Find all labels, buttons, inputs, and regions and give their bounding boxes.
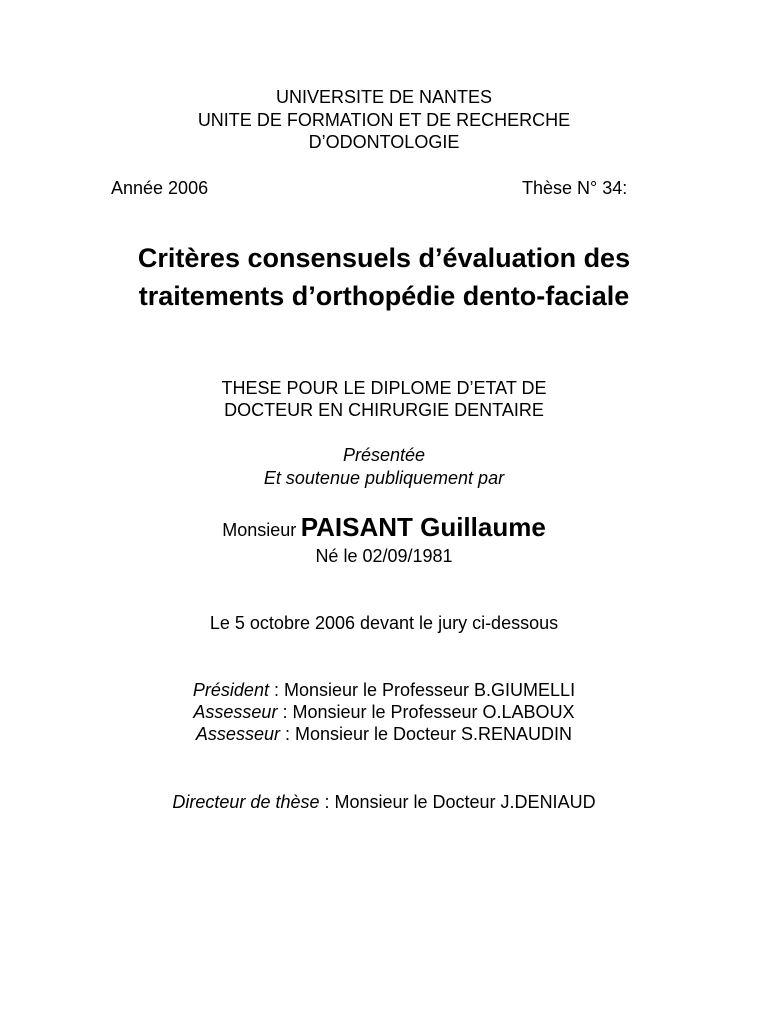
unit-name: UNITE DE FORMATION ET DE RECHERCHE (197, 110, 571, 130)
defense-date: Le 5 octobre 2006 devant le jury ci-dessous (209, 613, 559, 633)
jury-member: : Monsieur le Professeur O.LABOUX (277, 702, 575, 722)
defended-label: Et soutenue publiquement par (263, 468, 505, 488)
jury-role: Président (192, 680, 269, 700)
jury-assessor-1 (0, 701, 768, 723)
author-line (0, 509, 768, 550)
department-name: D’ODONTOLOGIE (308, 132, 460, 152)
jury-president (0, 679, 768, 701)
author-prefix: Monsieur (222, 520, 297, 540)
director-member: : Monsieur le Docteur J.DENIAUD (319, 792, 596, 812)
degree-line-2: DOCTEUR EN CHIRURGIE DENTAIRE (224, 400, 544, 420)
degree-line-1: THESE POUR LE DIPLOME D’ETAT DE (221, 378, 547, 398)
thesis-number: Thèse N° 34: (522, 178, 628, 198)
jury-assessor-2 (0, 723, 768, 745)
director-role: Directeur de thèse (172, 792, 320, 812)
thesis-director (0, 791, 768, 813)
author-name: PAISANT Guillaume (300, 512, 546, 542)
university-name: UNIVERSITE DE NANTES (275, 87, 493, 107)
jury-member: : Monsieur le Docteur S.RENAUDIN (279, 724, 573, 744)
presented-label: Présentée (342, 445, 426, 465)
jury-role: Assesseur (195, 724, 280, 744)
jury-role: Assesseur (193, 702, 278, 722)
year-label: Année 2006 (111, 178, 209, 198)
thesis-title-line-1: Critères consensuels d’évaluation des (137, 243, 631, 273)
author-birth-date: Né le 02/09/1981 (315, 546, 453, 566)
jury-member: : Monsieur le Professeur B.GIUMELLI (268, 680, 576, 700)
thesis-title-line-2: traitements d’orthopédie dento-faciale (138, 281, 630, 311)
